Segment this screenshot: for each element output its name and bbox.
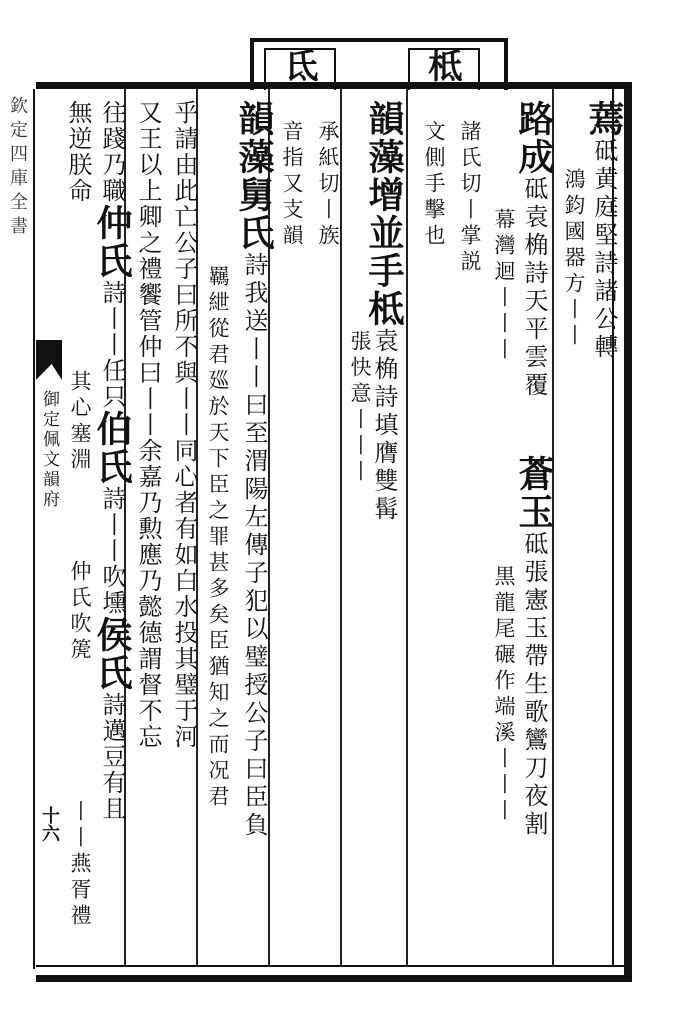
entry-column [62, 370, 98, 570]
frame-bottom-border [36, 975, 632, 982]
entry-column [60, 100, 96, 280]
entry-column [310, 120, 346, 320]
entry-head: 並手柢 [363, 214, 405, 328]
entry-head: 韻藻增 [363, 100, 405, 214]
entry-column [166, 100, 202, 960]
entry-text: 詩邁豆有且 [98, 692, 126, 822]
entry-column [486, 208, 522, 428]
entry-head: 路成 [513, 100, 555, 176]
frame-top-border [36, 82, 632, 89]
entry-head: 蔫 [583, 100, 625, 138]
entry-text: 文側手擊也 [422, 120, 446, 250]
entry-column [342, 330, 378, 530]
tab-head-di: 柢 [422, 48, 462, 82]
entry-text: 黒龍尾碾作端溪丨丨丨 [492, 565, 516, 825]
column-divider [406, 89, 408, 965]
entry-column [130, 100, 166, 960]
entry-text: 乎請由此亡公子曰所不與丨丨同心者有如白水投其璧于河 [170, 100, 198, 750]
entry-text: 幕灣迴丨丨丨 [492, 208, 516, 364]
entry-column [62, 800, 98, 970]
entry-column [486, 565, 522, 905]
page-number: 十六 [39, 806, 60, 842]
entry-head: 舅氏 [233, 176, 275, 252]
entry-text: 無逆朕命 [64, 100, 92, 204]
entry-text: 袁桷詩填膺雙髯 [370, 328, 398, 524]
entry-head: 伯氏 [91, 410, 133, 486]
entry-text: 砥黄庭堅詩諸公轉 [590, 138, 618, 362]
entry-text: 羈紲從君廵於天下臣之罪甚多矣臣猶知之而况君 [206, 265, 230, 811]
entry-column [416, 120, 452, 340]
entry-text: 音指又支韻 [280, 120, 304, 250]
entry-text: 往踐乃職 [98, 100, 126, 204]
entry-head: 蒼玉 [513, 455, 555, 531]
frame-right-border [624, 82, 632, 982]
entry-text: 張快意丨丨丨 [348, 330, 372, 486]
entry-text: 諸氏切丨掌説 [458, 120, 482, 276]
entry-text: 砥袁桷詩天平雲覆 [520, 176, 548, 400]
book-title: 欽定四庫全書 [7, 96, 28, 240]
entry-text: 詩我送丨丨曰至渭陽左傳子犯以璧授公子曰臣負 [240, 252, 268, 840]
entry-head: 侯氏 [91, 616, 133, 692]
entry-head: 仲氏 [91, 204, 133, 280]
entry-text: 又王以上卿之禮饗管仲曰丨丨余嘉乃勲應乃懿德謂督不忘 [134, 100, 162, 750]
entry-text: 丨丨燕胥禮 [68, 800, 92, 930]
entry-text: 承紙切丨族 [316, 120, 340, 250]
entry-text: 詩丨丨任只 [98, 280, 126, 410]
section-title: 御定佩文韻府 [39, 390, 59, 510]
entry-column [274, 120, 310, 320]
entry-column [233, 100, 275, 960]
fishtail-mark [36, 340, 62, 380]
entry-text: 詩丨丨吹壎 [98, 486, 126, 616]
entry-head: 韻藻 [233, 100, 275, 176]
entry-column [62, 560, 98, 700]
entry-text: 仲氏吹箎 [68, 560, 92, 664]
entry-text: 其心塞淵 [68, 370, 92, 474]
entry-text: 砥張憲玉帶生歌鸞刀夜割 [520, 531, 548, 839]
entry-column [556, 168, 592, 448]
entry-column [452, 120, 488, 340]
entry-column [91, 100, 133, 960]
entry-column [200, 265, 236, 965]
frame-bottom-rule [36, 965, 624, 967]
tab-head-shi: 氐 [278, 48, 318, 82]
entry-text: 鴻鈞國器方丨丨 [562, 168, 586, 350]
